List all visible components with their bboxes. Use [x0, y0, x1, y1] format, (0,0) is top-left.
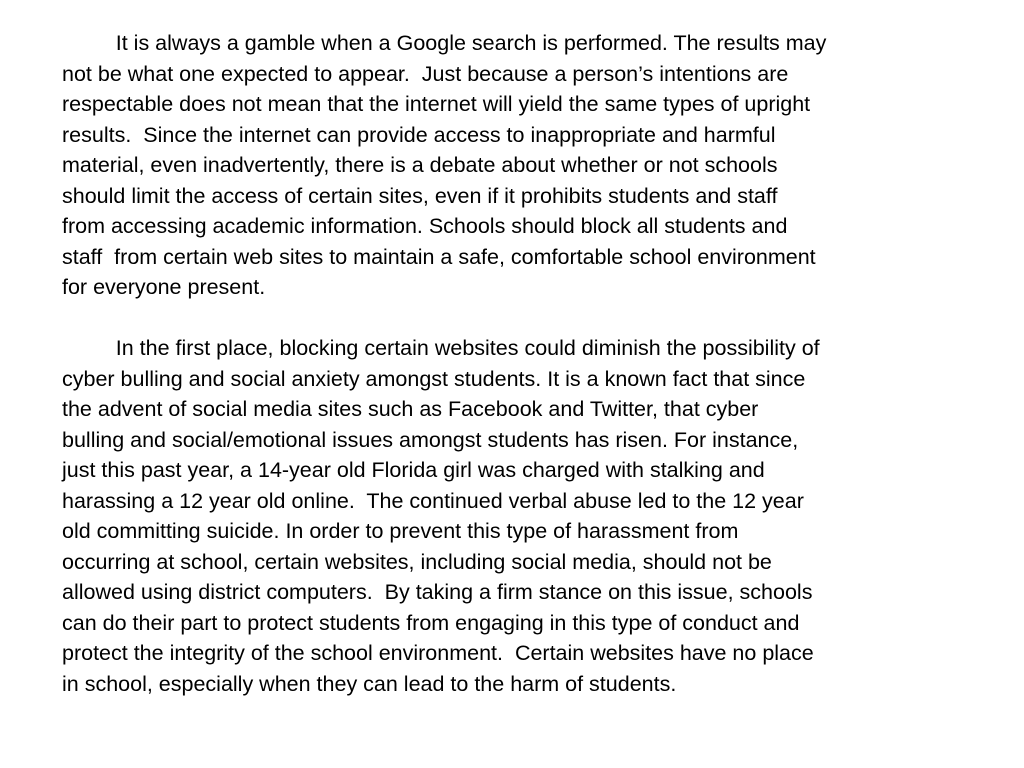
paragraph-intro: It is always a gamble when a Google search is performed. The results may not be what one expected to appear. Just because a person’s intentions are respectable does not mean that the internet will yield the same types of upright results. Since the internet can provide access to inappropriate and harmful material, even inadvertently, there is a debate about whether or not schools should limit the access of certain sites, even if it prohibits students and staff from accessing academic information. Schools should block all students and staff from certain web sites to maintain a safe, comfortable school environment for everyone present.: [62, 31, 827, 299]
paragraph-first-place: In the first place, blocking certain websites could diminish the possibility of cyber bulling and social anxiety amongst students. It is a known fact that since the advent of social media sites such as Facebook and Twitter, that cyber bulling and social/emotional issues amongst students has risen. For instance, just this past year, a 14-year old Florida girl was charged with stalking and harassing a 12 year old online. The continued verbal abuse led to the 12 year old committing suicide. In order to prevent this type of harassment from occurring at school, certain websites, including social media, should not be allowed using district computers. By taking a firm stance on this issue, schools can do their part to protect students from engaging in this type of conduct and protect the integrity of the school environment. Certain websites have no place in school, especially when they can lead to the harm of students.: [62, 336, 820, 696]
document-page: [62, 28, 972, 699]
